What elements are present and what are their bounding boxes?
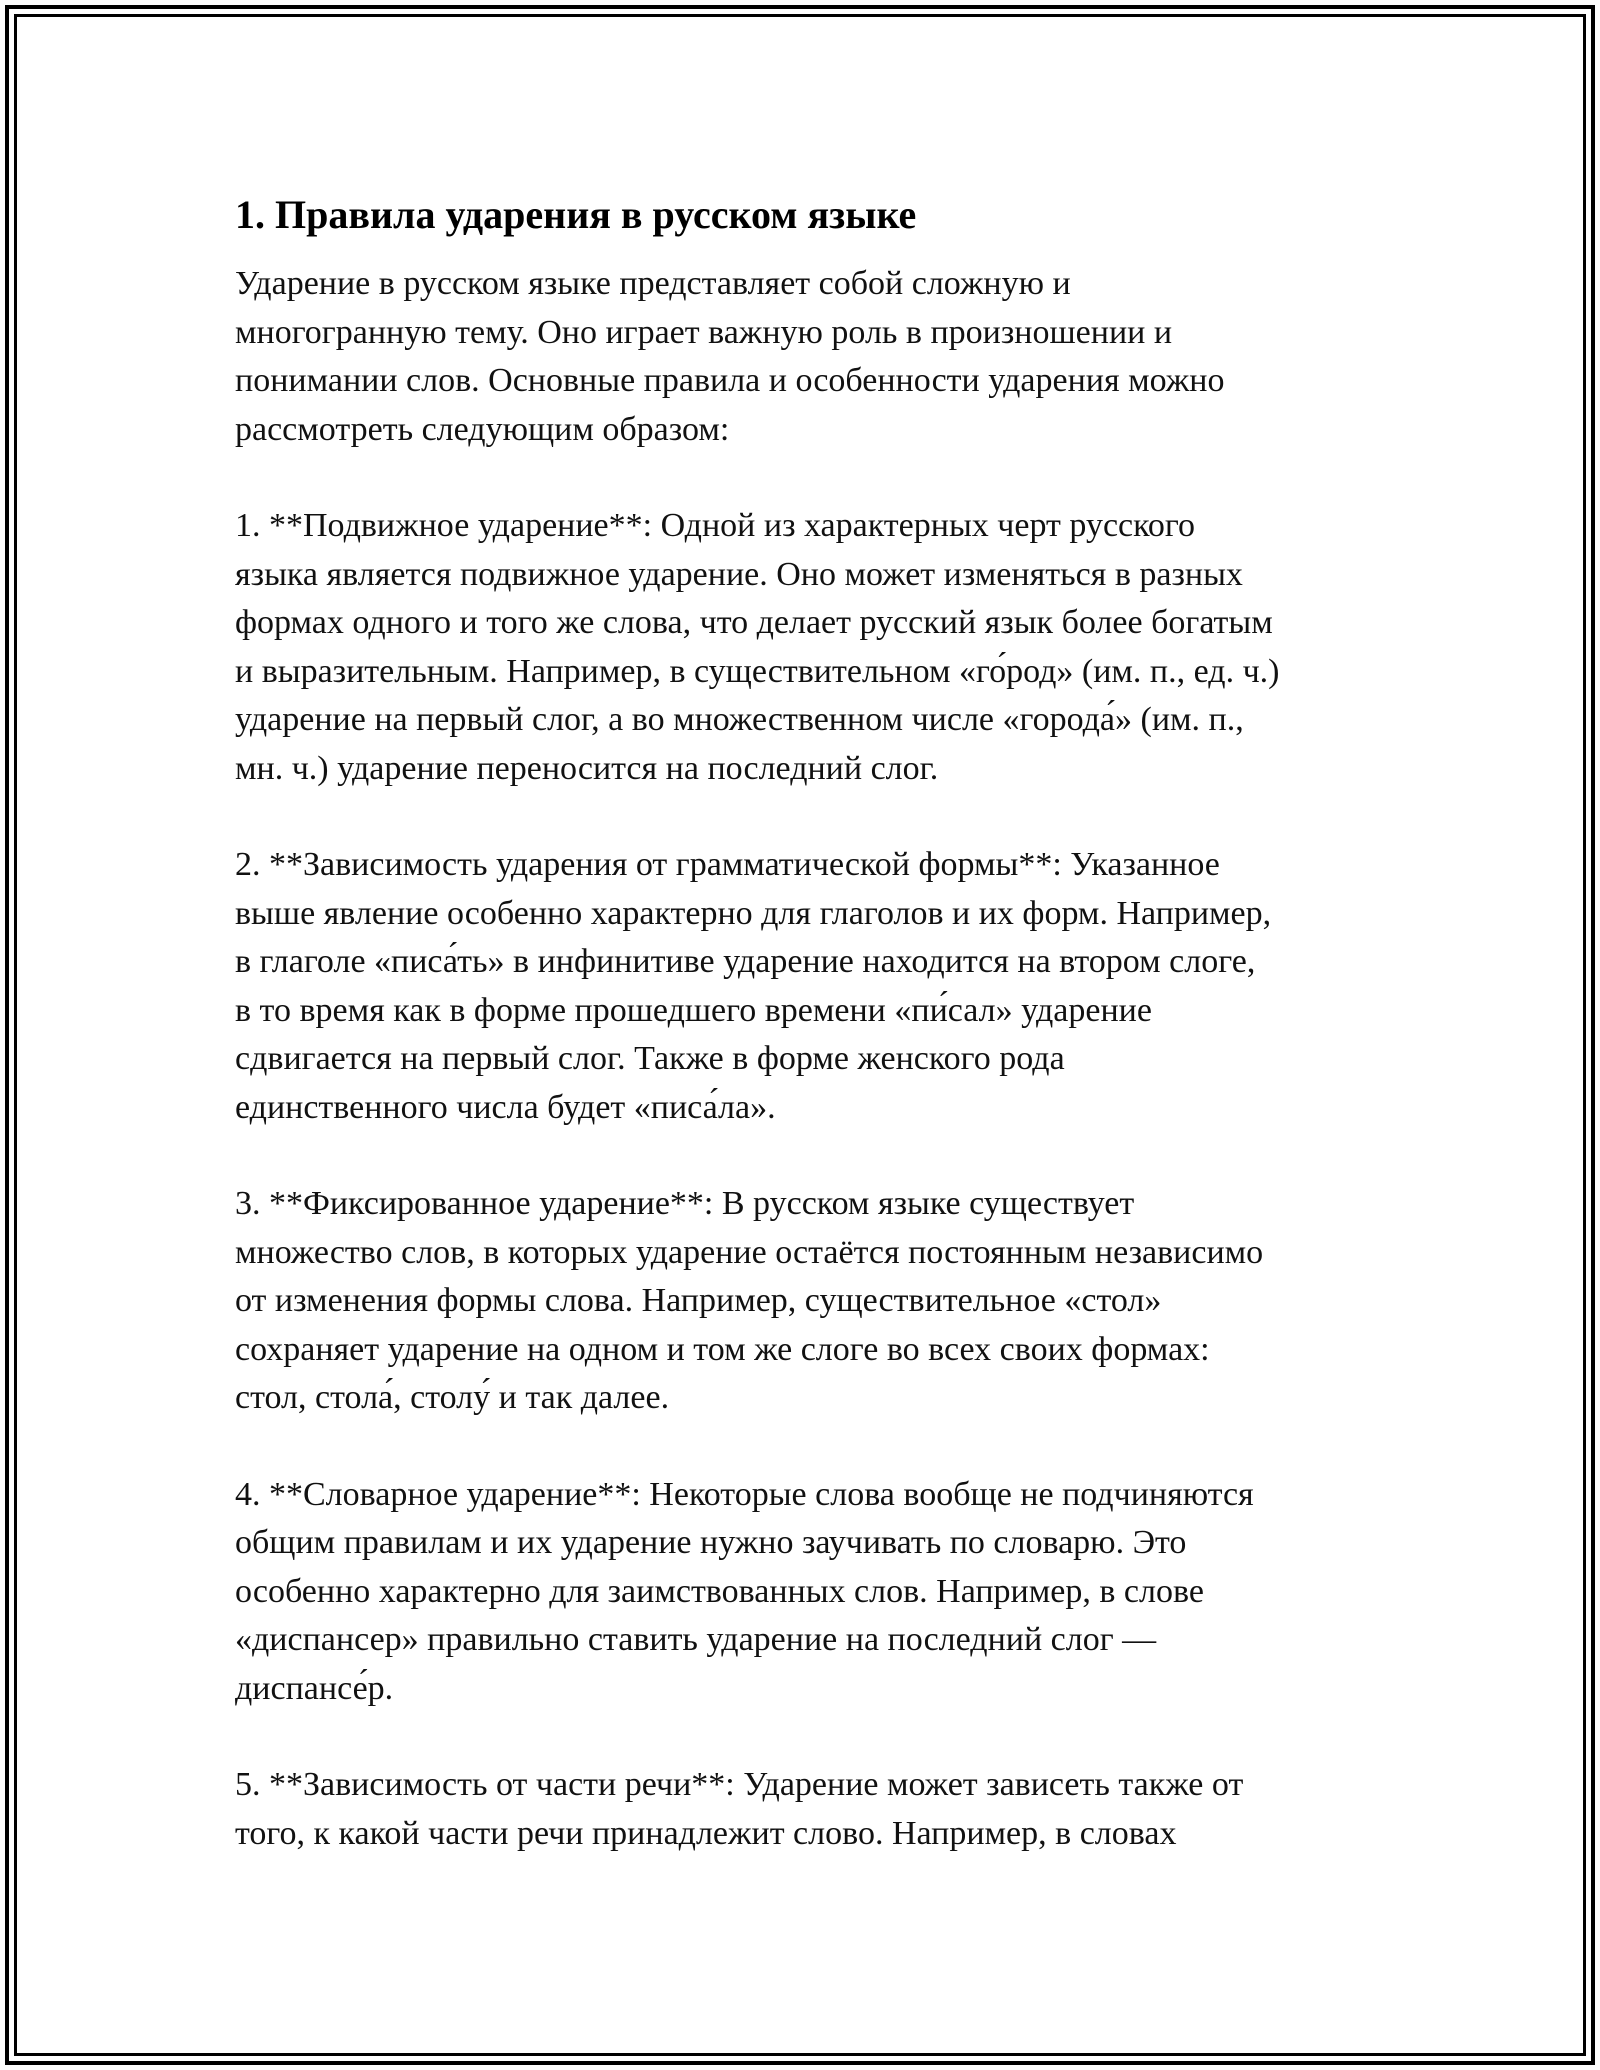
paragraph-item-5: 5. **Зависимость от части речи**: Ударение может зависеть также от того, к какой части речи принадлежит слово. Например, в словах bbox=[235, 1766, 1244, 1852]
document-body bbox=[235, 190, 1385, 1906]
paragraph-item-4: 4. **Словарное ударение**: Некоторые слова вообще не подчиняются общим правилам и их ударение нужно заучивать по словарю. Это особенно характерно для заимствованных слов. Например, в слове «диспансер» правильно ставить ударение на последний слог — диспансе́р. bbox=[235, 1475, 1254, 1707]
paragraph-item-3: 3. **Фиксированное ударение**: В русском языке существует множество слов, в которых ударение остаётся постоянным независимо от изменения формы слова. Например, существительное «стол» сохраняет ударение на одном и том же слоге во всех своих формах: стол, стола́, столу́ и так далее. bbox=[235, 1185, 1264, 1416]
paragraph-item-1: 1. **Подвижное ударение**: Одной из характерных черт русского языка является подвижное ударение. Оно может изменяться в разных формах одного и того же слова, что делает русский язык более богатым и выразительным. Например, в существительном «го́род» (им. п., ед. ч.) ударение на первый слог, а во множественном числе «города́» (им. п., мн. ч.) ударение переносится на последний слог. bbox=[235, 507, 1280, 787]
document-title: 1. Правила ударения в русском языке bbox=[235, 192, 917, 237]
paragraph-intro: Ударение в русском языке представляет собой сложную и многогранную тему. Оно играет важную роль в произношении и понимании слов. Основные правила и особенности ударения можно рассмотреть следующим образом: bbox=[235, 265, 1225, 448]
paragraph-item-2: 2. **Зависимость ударения от грамматической формы**: Указанное выше явление особенно характерно для глаголов и их форм. Например, в глаголе «писа́ть» в инфинитиве ударение находится на втором слоге, в то время как в форме прошедшего времени «пи́сал» ударение сдвигается на первый слог. Также в форме женского рода единственного числа будет «писа́ла». bbox=[235, 846, 1272, 1126]
